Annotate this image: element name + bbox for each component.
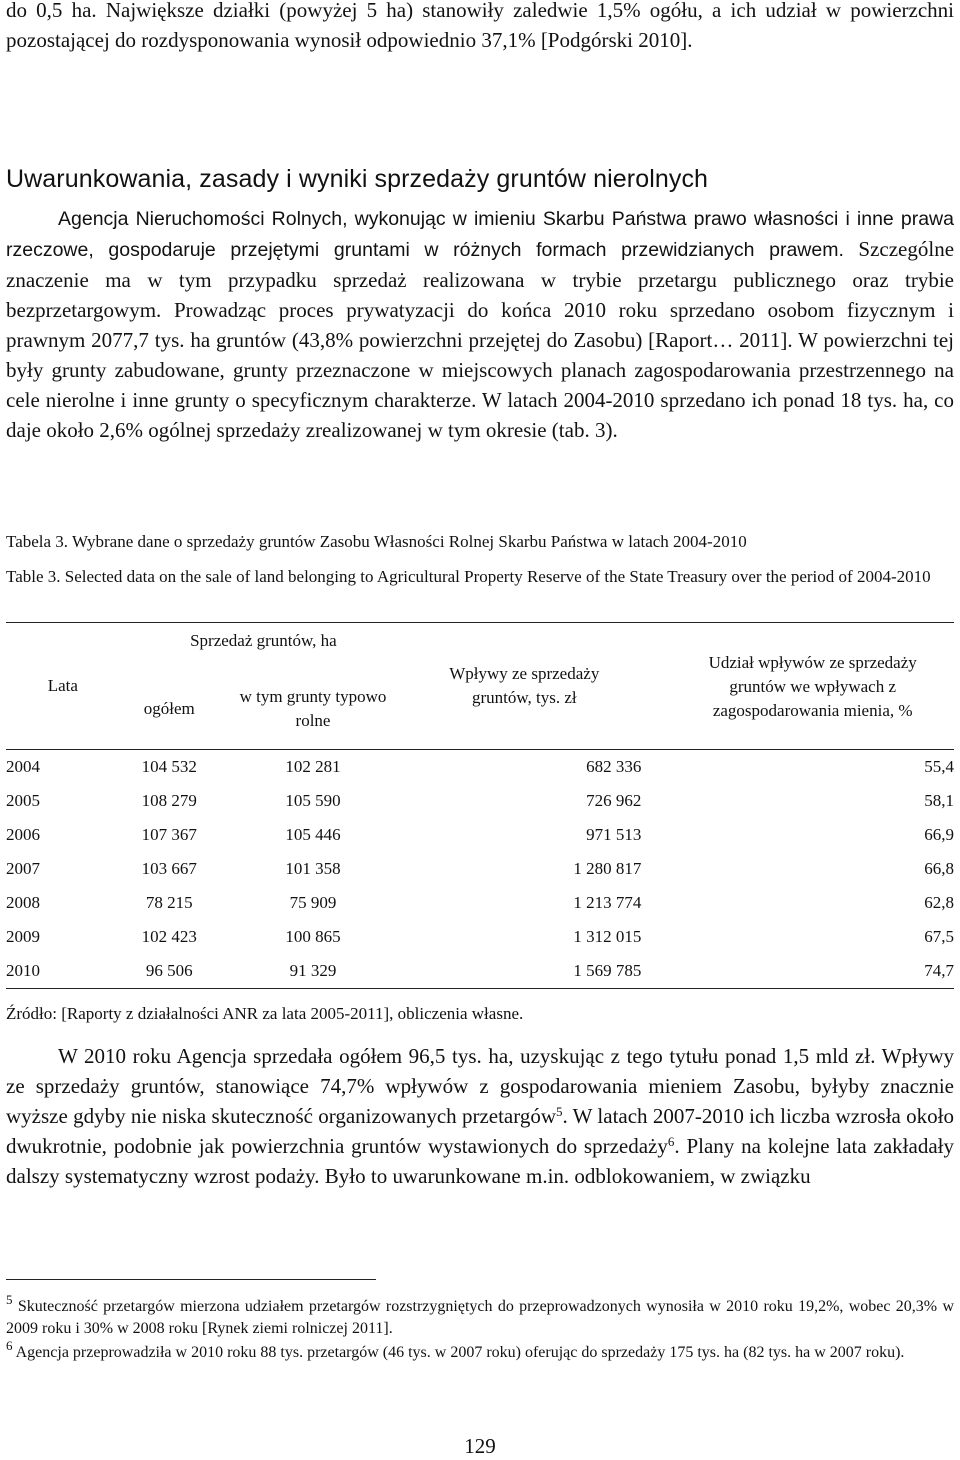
cell-wplywy: 971 513 — [586, 825, 642, 844]
cell-rolne: 75 909 — [289, 893, 337, 912]
table-caption-en: Table 3. Selected data on the sale of land belonging to Agricultural Property Reserve of the State Treasury over the period of 2004-2010 — [6, 567, 931, 586]
cell-year: 2004 — [6, 757, 40, 776]
header-udzial: Udział wpływów ze sprzedaży gruntów we wpływach z zagospodarowania mienia, % — [708, 653, 917, 720]
cell-udzial: 67,5 — [924, 927, 954, 946]
page-number: 129 — [464, 1434, 496, 1458]
footnote-number: 6 — [6, 1338, 13, 1353]
cell-wplywy: 1 280 817 — [573, 859, 642, 878]
sales-table — [6, 622, 954, 989]
paragraph-2 — [6, 1041, 954, 1191]
cell-udzial: 55,4 — [924, 757, 954, 776]
header-lata: Lata — [47, 676, 78, 695]
table-row — [6, 750, 954, 785]
header-ogolem: ogółem — [143, 699, 195, 718]
cell-year: 2010 — [6, 954, 120, 989]
table-row — [6, 784, 954, 818]
cell-udzial: 74,7 — [641, 954, 954, 989]
header-rolne: w tym grunty typowo rolne — [239, 687, 387, 730]
cell-ogolem: 96 506 — [120, 954, 219, 989]
cell-ogolem: 78 215 — [145, 893, 193, 912]
table-caption-pl: Tabela 3. Wybrane dane o sprzedaży gruntów Zasobu Własności Rolnej Skarbu Państwa w latach 2004-2010 — [6, 532, 747, 551]
cell-year: 2007 — [6, 859, 40, 878]
footnote-divider — [6, 1279, 376, 1280]
cell-wplywy: 726 962 — [586, 791, 642, 810]
paragraph-1-sans-part: Agencja Nieruchomości Rolnych, wykonując w imieniu Skarbu Państwa prawo własności i inne prawa rzeczowe, gospodaruje przejętymi gruntami w różnych formach przewidzianych prawem. — [6, 208, 954, 261]
cell-ogolem: 102 423 — [141, 927, 197, 946]
paragraph-2-part-a: W 2010 roku Agencja sprzedała ogółem 96,5 tys. ha, uzyskując z tego tytułu ponad 1,5 mld zł. Wpływy ze sprzedaży gruntów, stanowiące 74,7% wpływów z gospodarowania mieniem Zasobu, byłyby znacznie wyższe gdyby nie niska skuteczność organizowanych przetargów — [6, 1044, 954, 1128]
cell-rolne: 101 358 — [285, 859, 341, 878]
footnote-number: 5 — [6, 1292, 13, 1307]
cell-ogolem: 104 532 — [141, 757, 197, 776]
cell-year: 2009 — [6, 927, 40, 946]
cell-rolne: 100 865 — [285, 927, 341, 946]
cell-wplywy: 1 312 015 — [573, 927, 642, 946]
cell-udzial: 62,8 — [924, 893, 954, 912]
paragraph-1 — [6, 203, 954, 445]
cell-rolne: 91 329 — [219, 954, 407, 989]
footnote-text: Skuteczność przetargów mierzona udziałem przetargów rozstrzygniętych do przeprowadzonych wynosiła w 2010 roku 19,2%, wobec 20,3% w 2009 roku i 30% w 2008 roku [Rynek ziemi rolniczej 2011]. — [6, 1298, 954, 1337]
header-wplywy: Wpływy ze sprzedaży gruntów, tys. zł — [449, 664, 600, 707]
footnotes — [6, 1292, 954, 1366]
paragraph-2-part-c: . Plany na kolejne lata zakładały dalszy systematyczny wzrost podaży. Było to uwarunkowane m.in. odblokowaniem, w związku — [6, 1134, 954, 1188]
footnote-ref-6: 6 — [667, 1134, 675, 1149]
cell-rolne: 102 281 — [285, 757, 341, 776]
cell-udzial: 66,8 — [924, 859, 954, 878]
table-row — [6, 886, 954, 920]
section-heading: Uwarunkowania, zasady i wyniki sprzedaży gruntów nierolnych — [6, 164, 709, 193]
cell-wplywy: 1 569 785 — [407, 954, 641, 989]
cell-wplywy: 682 336 — [586, 757, 642, 776]
footnote-ref-5: 5 — [556, 1104, 563, 1119]
table-row — [6, 920, 954, 954]
footnote-text: Agencja przeprowadziła w 2010 roku 88 tys. przetargów (46 tys. w 2007 roku) oferując do sprzedaży 175 tys. ha (82 tys. ha w 2007 roku). — [12, 1344, 905, 1361]
cell-ogolem: 107 367 — [141, 825, 197, 844]
table-source: Źródło: [Raporty z działalności ANR za lata 2005-2011], obliczenia własne. — [6, 1004, 524, 1023]
cell-rolne: 105 590 — [285, 791, 341, 810]
cell-wplywy: 1 213 774 — [573, 893, 642, 912]
table-row — [6, 818, 954, 852]
paragraph-1-serif-part: Szczególne znaczenie ma w tym przypadku sprzedaż realizowana w trybie przetargu publicznego oraz trybie bezprzetargowym. Prowadząc proces prywatyzacji do końca 2010 roku sprzedano osobom fizycznym i prawnym 2077,7 tys. ha gruntów (43,8% powierzchni przejętej do Zasobu) [Raport… 2011]. W powierzchni tej były grunty zabudowane, grunty przeznaczone w miejscowych planach zagospodarowania przestrzennego na cele nierolne i inne grunty o specyficznym charakterze. W latach 2004-2010 sprzedano ich ponad 18 tys. ha, co daje około 2,6% ogólnej sprzedaży zrealizowanej w tym okresie (tab. 3). — [6, 237, 955, 442]
cell-year: 2008 — [6, 893, 40, 912]
table-row — [6, 852, 954, 886]
paragraph-2-part-b: . W latach 2007-2010 ich liczba wzrosła około dwukrotnie, podobnie jak powierzchnia gruntów wystawionych do sprzedaży — [6, 1104, 954, 1158]
cell-rolne: 105 446 — [285, 825, 341, 844]
cell-udzial: 66,9 — [924, 825, 954, 844]
cell-year: 2006 — [6, 825, 40, 844]
table-header-row-1 — [6, 623, 954, 670]
intro-paragraph: do 0,5 ha. Największe działki (powyżej 5 ha) stanowiły zaledwie 1,5% ogółu, a ich udział w powierzchni pozostającej do rozdysponowania wynosił odpowiednio 37,1% [Podgórski 2010]. — [6, 0, 954, 52]
footnote-5 — [6, 1292, 954, 1340]
cell-udzial: 58,1 — [924, 791, 954, 810]
header-sprzedaz: Sprzedaż gruntów, ha — [190, 631, 337, 650]
footnote-6 — [6, 1338, 954, 1364]
cell-year: 2005 — [6, 791, 40, 810]
table-row — [6, 954, 954, 989]
cell-ogolem: 108 279 — [141, 791, 197, 810]
cell-ogolem: 103 667 — [141, 859, 197, 878]
